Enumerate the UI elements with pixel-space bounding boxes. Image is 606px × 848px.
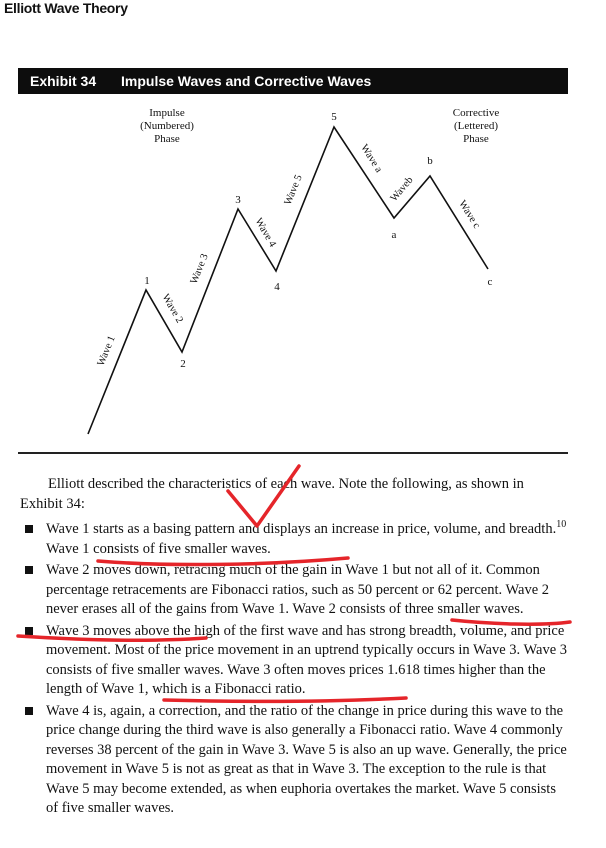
footnote-ref: 10 [556,519,567,531]
impulse-label-line-2: (Numbered) [140,120,194,132]
point-label-3: 3 [235,194,241,206]
wave-label-4: Wave 4 [252,216,278,250]
wave-label-2: Wave 2 [159,292,185,326]
point-label-2: 2 [180,358,186,370]
wave-label-a: Wave a [358,142,384,175]
wave-label-3: Wave 3 [188,252,211,286]
wave-label-b: Waveb [388,174,416,204]
point-label-4: 4 [274,281,280,293]
corrective-label-line-1: Corrective [452,107,500,119]
list-item-wave-1 [20,520,570,559]
bullet-square-icon [25,707,33,715]
wave-characteristics-list [20,520,570,821]
intro-paragraph: Elliott described the characteristics of each wave. Note the following, as shown in Exhibit 34: [20,476,524,512]
list-item-wave-2 [20,561,570,620]
bullet-square-icon [25,525,33,533]
exhibit-title: Impulse Waves and Corrective Waves [121,73,372,89]
bullet-square-icon [25,627,33,635]
impulse-label-line-3: Phase [154,133,180,145]
list-item-text-cont: Wave 1 consists of five smaller waves. [46,540,271,557]
exhibit-title-bar [18,68,568,94]
bullet-square-icon [25,566,33,574]
wave-label-5: Wave 5 [282,173,305,207]
list-item-wave-3 [20,622,570,700]
list-item-wave-4 [20,702,570,819]
point-label-a: a [391,229,397,241]
wave-label-c: Wave c [456,198,482,231]
wave-diagram-svg [18,94,568,452]
running-head: Elliott Wave Theory [4,0,128,16]
corrective-label-line-2: (Lettered) [454,120,498,132]
point-label-1: 1 [144,275,150,287]
list-item-text: Wave 3 moves above the high of the first wave and has strong breadth, volume, and price movement. Most of the price movement in an uptrend typically occurs in Wave 3. Wave 3 consists of five smaller waves. Wave 3 often moves prices 1.618 times higher than the length of Wave 1, which is a Fibonacci ratio. [46,622,568,697]
exhibit-number: Exhibit 34 [30,73,97,89]
point-label-5: 5 [331,111,337,123]
wave-label-1: Wave 1 [95,334,118,368]
point-label-c: c [487,276,493,288]
list-item-text: Wave 4 is, again, a correction, and the ratio of the change in price during this wave to the price change during the third wave is also generally a Fibonacci ratio. Wave 4 commonly reverses 38 percent of the gain in Wave 3. Wave 5 is also an up wave. Generally, the price movement in Wave 5 is not as great as that in Wave 3. The exception to the rule is that Wave 5 may become extended, as when euphoria overtakes the market. Wave 5 consists of five smaller waves. [46,702,567,816]
list-item-text: Wave 2 moves down, retracing much of the gain in Wave 1 but not all of it. Common percentage retracements are Fibonacci ratios, such as 50 percent or 62 percent. Wave 2 never erases all of the gains from Wave 1. Wave 2 consists of three smaller waves. [46,562,550,617]
point-label-b: b [427,155,433,167]
impulse-label-line-1: Impulse [149,107,185,119]
exhibit-bottom-rule [18,452,568,454]
elliott-wave-diagram [18,94,568,452]
corrective-label-line-3: Phase [463,133,489,145]
list-item-text: Wave 1 starts as a basing pattern and displays an increase in price, volume, and breadth. [46,521,557,537]
